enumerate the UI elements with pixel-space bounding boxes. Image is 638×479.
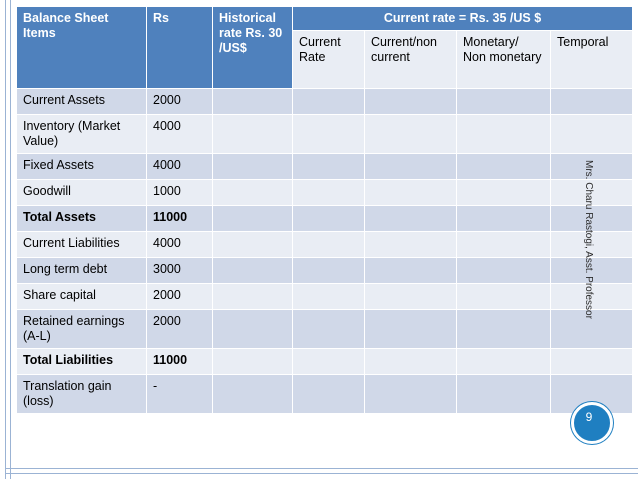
row-empty-cell xyxy=(213,206,293,232)
row-empty-cell xyxy=(457,180,551,206)
row-rs-value: 2000 xyxy=(147,89,213,115)
row-empty-cell xyxy=(457,115,551,154)
row-empty-cell xyxy=(213,375,293,414)
row-empty-cell xyxy=(293,349,365,375)
row-empty-cell xyxy=(293,284,365,310)
row-empty-cell xyxy=(365,206,457,232)
row-empty-cell xyxy=(293,232,365,258)
table-row xyxy=(17,89,633,115)
table-row xyxy=(17,180,633,206)
row-empty-cell xyxy=(551,349,633,375)
table-row xyxy=(17,232,633,258)
row-empty-cell xyxy=(365,89,457,115)
row-empty-cell xyxy=(365,180,457,206)
table-row xyxy=(17,154,633,180)
row-empty-cell xyxy=(213,115,293,154)
row-empty-cell xyxy=(457,310,551,349)
row-item-label: Current Liabilities xyxy=(17,232,147,258)
table-row xyxy=(17,375,633,414)
row-empty-cell xyxy=(213,349,293,375)
header-items: Balance Sheet Items xyxy=(17,7,147,89)
row-rs-value: - xyxy=(147,375,213,414)
row-empty-cell xyxy=(293,154,365,180)
row-item-label: Translation gain (loss) xyxy=(17,375,147,414)
page-number: 9 xyxy=(585,410,593,424)
row-empty-cell xyxy=(213,310,293,349)
row-empty-cell xyxy=(365,258,457,284)
header-current-rate-group: Current rate = Rs. 35 /US $ xyxy=(293,7,633,31)
row-rs-value: 11000 xyxy=(147,349,213,375)
row-rs-value: 4000 xyxy=(147,154,213,180)
row-empty-cell xyxy=(457,232,551,258)
row-rs-value: 4000 xyxy=(147,115,213,154)
row-item-label: Goodwill xyxy=(17,180,147,206)
row-empty-cell xyxy=(213,180,293,206)
row-empty-cell xyxy=(457,154,551,180)
row-empty-cell xyxy=(213,284,293,310)
table-row xyxy=(17,310,633,349)
row-empty-cell xyxy=(457,375,551,414)
row-empty-cell xyxy=(213,258,293,284)
header-rs: Rs xyxy=(147,7,213,89)
header-monetary-nonmonetary: Monetary/ Non monetary xyxy=(457,31,551,89)
row-rs-value: 3000 xyxy=(147,258,213,284)
row-rs-value: 1000 xyxy=(147,180,213,206)
author-credit: Mrs. Charu Rastogi, Asst. Professor xyxy=(583,160,594,319)
row-empty-cell xyxy=(551,89,633,115)
row-empty-cell xyxy=(457,258,551,284)
row-empty-cell xyxy=(293,180,365,206)
row-empty-cell xyxy=(365,310,457,349)
row-empty-cell xyxy=(213,232,293,258)
row-item-label: Fixed Assets xyxy=(17,154,147,180)
table-row xyxy=(17,115,633,154)
row-item-label: Total Liabilities xyxy=(17,349,147,375)
row-item-label: Long term debt xyxy=(17,258,147,284)
row-empty-cell xyxy=(551,115,633,154)
row-item-label: Retained earnings (A-L) xyxy=(17,310,147,349)
row-empty-cell xyxy=(457,284,551,310)
header-current-rate: Current Rate xyxy=(293,31,365,89)
row-rs-value: 11000 xyxy=(147,206,213,232)
row-empty-cell xyxy=(293,206,365,232)
table-body xyxy=(17,89,633,414)
table-row xyxy=(17,258,633,284)
table-row xyxy=(17,206,633,232)
row-item-label: Inventory (Market Value) xyxy=(17,115,147,154)
slide-frame-bottom xyxy=(5,468,638,474)
row-empty-cell xyxy=(293,89,365,115)
table-row xyxy=(17,284,633,310)
row-empty-cell xyxy=(293,375,365,414)
row-empty-cell xyxy=(365,115,457,154)
row-rs-value: 2000 xyxy=(147,310,213,349)
row-item-label: Share capital xyxy=(17,284,147,310)
row-empty-cell xyxy=(365,232,457,258)
table-row xyxy=(17,349,633,375)
header-temporal: Temporal xyxy=(551,31,633,89)
row-empty-cell xyxy=(213,154,293,180)
row-empty-cell xyxy=(213,89,293,115)
row-rs-value: 4000 xyxy=(147,232,213,258)
row-empty-cell xyxy=(365,349,457,375)
balance-sheet-table xyxy=(16,6,633,414)
row-empty-cell xyxy=(293,115,365,154)
row-item-label: Total Assets xyxy=(17,206,147,232)
row-empty-cell xyxy=(457,349,551,375)
row-empty-cell xyxy=(365,154,457,180)
row-empty-cell xyxy=(293,258,365,284)
row-empty-cell xyxy=(365,375,457,414)
header-historical-rate: Historical rate Rs. 30 /US$ xyxy=(213,7,293,89)
row-empty-cell xyxy=(457,206,551,232)
slide-frame-left xyxy=(5,0,11,479)
row-empty-cell xyxy=(293,310,365,349)
row-rs-value: 2000 xyxy=(147,284,213,310)
header-current-noncurrent: Current/non current xyxy=(365,31,457,89)
row-empty-cell xyxy=(457,89,551,115)
row-empty-cell xyxy=(365,284,457,310)
row-item-label: Current Assets xyxy=(17,89,147,115)
